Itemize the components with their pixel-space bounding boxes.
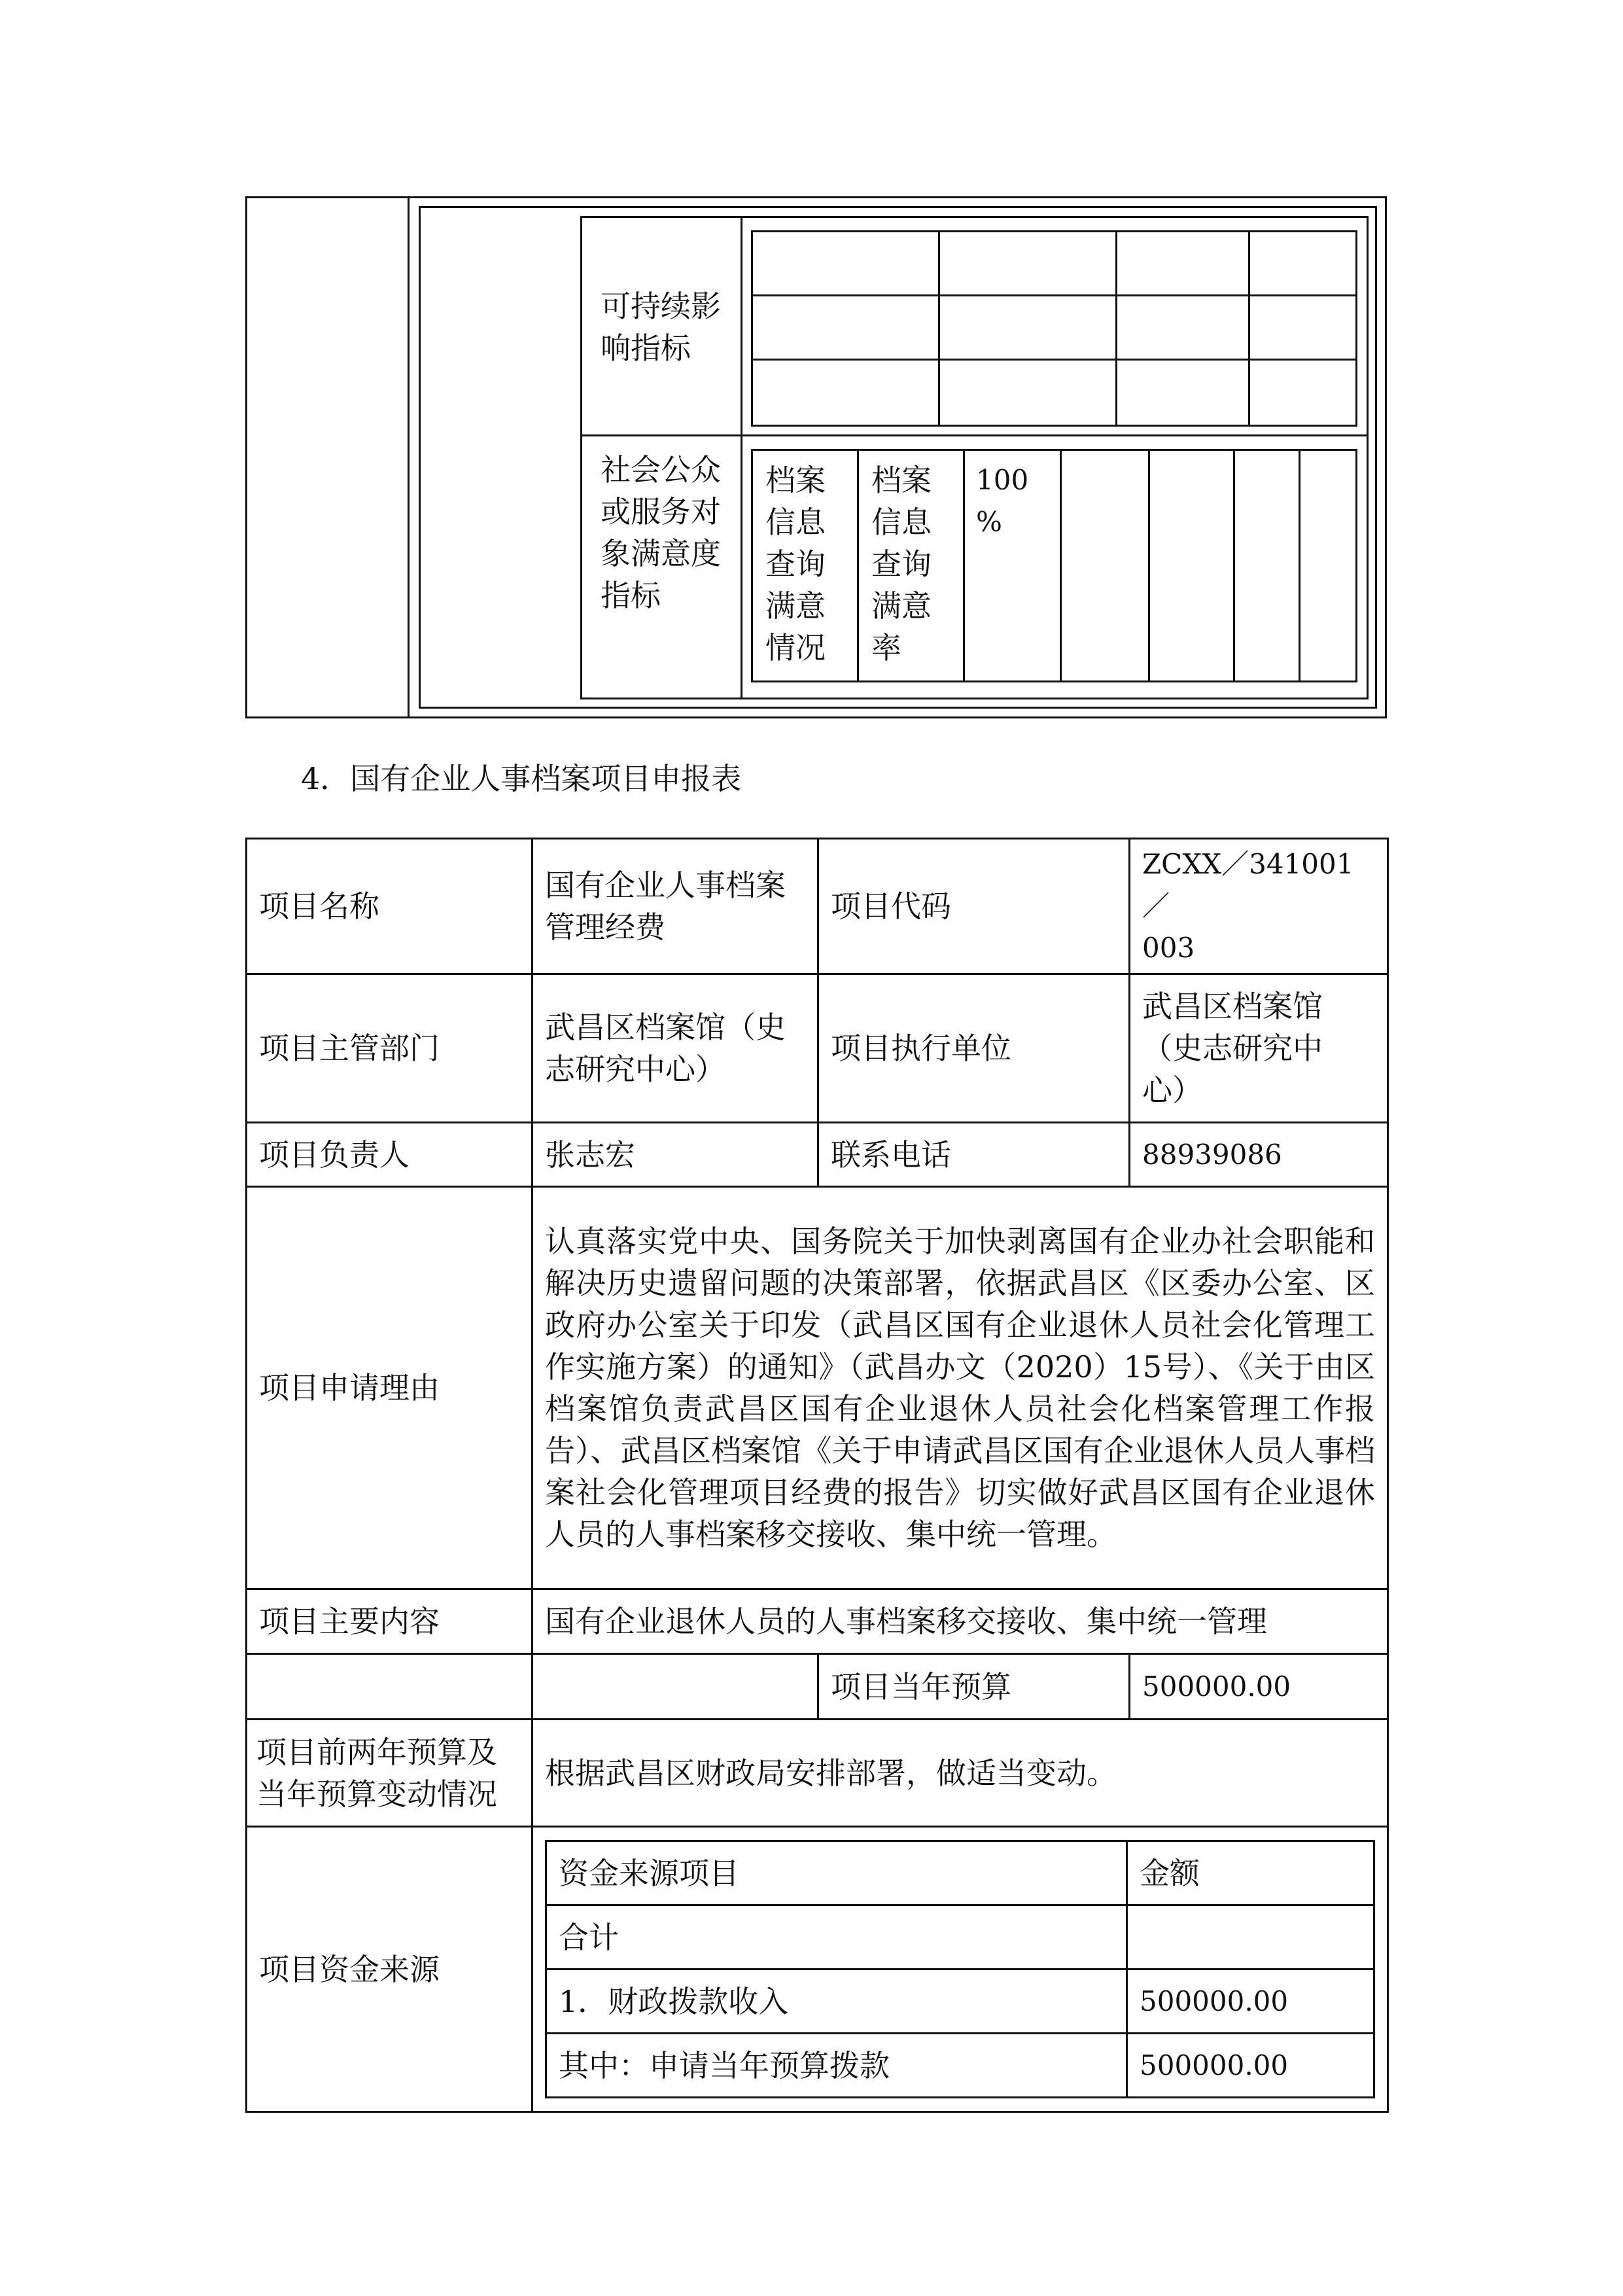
phone-label: 联系电话 xyxy=(818,1123,1130,1187)
reason-label: 项目申请理由 xyxy=(247,1187,532,1589)
fund-row-amount: 500000.00 xyxy=(1127,1969,1374,2034)
satisfaction-grid-col-2 xyxy=(963,449,965,682)
sustainable-grid-col-2 xyxy=(1115,230,1117,427)
row-department xyxy=(247,974,1388,1123)
budget-blank-value xyxy=(532,1654,818,1720)
satisfaction-target-value: 100 % xyxy=(976,464,1029,538)
project-code-label: 项目代码 xyxy=(818,839,1130,974)
sustainable-grid-row-1 xyxy=(751,294,1357,296)
budget-change-label: 项目前两年预算及 当年预算变动情况 xyxy=(247,1720,532,1827)
reason-value: 认真落实党中央、国务院关于加快剥离国有企业办社会职能和解决历史遗留问题的决策部署，依据武昌区《区委办公室、区政府办公室关于印发（武昌区国有企业退休人员社会化管理工作实施方案）的通知》（武昌办文（2020）15号）、《关于由区档案馆负责武昌区国有企业退休人员社会化档案管理工作报告）、武昌区档案馆《关于申请武昌区国有企业退休人员人事档案社会化管理项目经费的报告》切实做好武昌区国有企业退休人员的人事档案移交接收、集中统一管理。 xyxy=(532,1187,1388,1589)
budget-label: 项目当年预算 xyxy=(818,1654,1130,1720)
budget-change-value: 根据武昌区财政局安排部署，做适当变动。 xyxy=(532,1720,1388,1827)
row-budget-change xyxy=(247,1720,1388,1827)
project-application-form xyxy=(245,838,1389,2113)
sustainable-grid-row-2 xyxy=(751,359,1357,361)
satisfaction-secondary-indicator: 档案 信息 查询 满意 情况 xyxy=(765,463,826,665)
sustainable-grid-col-3 xyxy=(1248,230,1250,427)
row-fund-source xyxy=(247,1827,1388,2112)
fund-header-source: 资金来源项目 xyxy=(546,1841,1127,1905)
sustainable-grid-col-1 xyxy=(938,230,940,427)
row-reason xyxy=(247,1187,1388,1589)
project-name-label: 项目名称 xyxy=(247,839,532,974)
content-label: 项目主要内容 xyxy=(247,1589,532,1654)
budget-value: 500000.00 xyxy=(1130,1654,1388,1720)
fund-row-amount xyxy=(1127,1905,1374,1969)
fund-row-amount: 500000.00 xyxy=(1127,2034,1374,2098)
leader-label: 项目负责人 xyxy=(247,1123,532,1187)
row-content xyxy=(247,1589,1388,1654)
exec-unit-value: 武昌区档案馆 （史志研究中 心） xyxy=(1130,974,1388,1123)
row-budget xyxy=(247,1654,1388,1720)
fund-header-row xyxy=(546,1841,1374,1905)
fund-source-table xyxy=(545,1840,1375,2098)
leader-value: 张志宏 xyxy=(532,1123,818,1187)
top-table-label-divider xyxy=(741,216,742,699)
project-code-value: ZCXX／341001／ 003 xyxy=(1130,839,1388,974)
fund-row-source: 合计 xyxy=(546,1905,1127,1969)
fund-row-source: 1．财政拨款收入 xyxy=(546,1969,1127,2034)
phone-value: 88939086 xyxy=(1130,1123,1388,1187)
fund-row-source: 其中：申请当年预算拨款 xyxy=(546,2034,1127,2098)
satisfaction-grid-col-3 xyxy=(1060,449,1062,682)
satisfaction-grid-col-5 xyxy=(1233,449,1235,682)
fund-row xyxy=(546,1969,1374,2034)
satisfaction-label: 社会公众 或服务对 象满意度 指标 xyxy=(601,452,721,613)
row-leader xyxy=(247,1123,1388,1187)
fund-row xyxy=(546,2034,1374,2098)
exec-unit-label: 项目执行单位 xyxy=(818,974,1130,1123)
department-value: 武昌区档案馆（史 志研究中心） xyxy=(532,974,818,1123)
fund-source-label: 项目资金来源 xyxy=(247,1827,532,2112)
sustainable-grid xyxy=(751,230,1357,427)
project-name-value: 国有企业人事档案 管理经费 xyxy=(532,839,818,974)
fund-header-amount: 金额 xyxy=(1127,1841,1374,1905)
content-value: 国有企业退休人员的人事档案移交接收、集中统一管理 xyxy=(532,1589,1388,1654)
row-project-name xyxy=(247,839,1388,974)
satisfaction-grid-col-6 xyxy=(1299,449,1300,682)
fund-source-cell xyxy=(532,1827,1388,2112)
top-table-col-divider xyxy=(408,196,410,718)
fund-row xyxy=(546,1905,1374,1969)
section-heading: 4．国有企业人事档案项目申报表 xyxy=(301,761,742,796)
satisfaction-indicator: 档案 信息 查询 满意 率 xyxy=(871,463,932,665)
satisfaction-grid-col-4 xyxy=(1148,449,1150,682)
department-label: 项目主管部门 xyxy=(247,974,532,1123)
budget-blank-label xyxy=(247,1654,532,1720)
sustainable-impact-label: 可持续影 响指标 xyxy=(601,289,721,366)
satisfaction-grid-col-1 xyxy=(857,449,859,682)
top-table-row-divider xyxy=(580,434,1369,436)
